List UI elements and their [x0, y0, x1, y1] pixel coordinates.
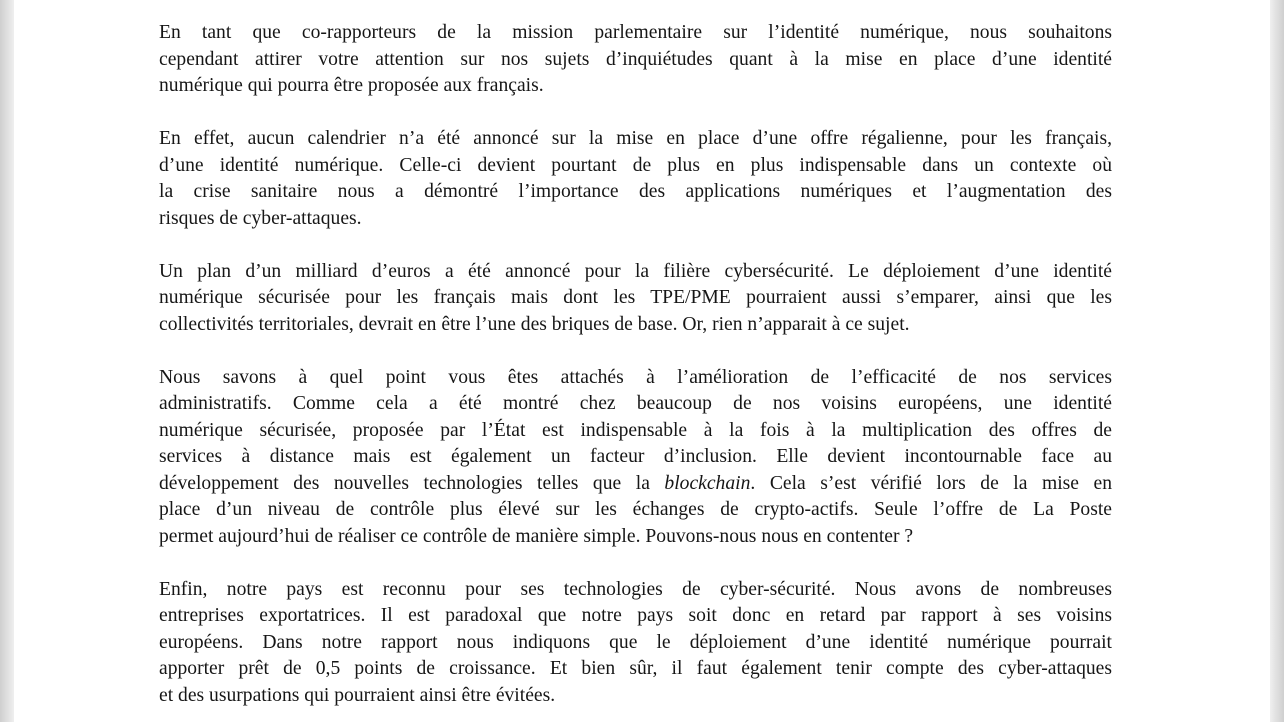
text-line: services à distance mais est également un facteur d’inclusion. Elle devient incontournable face au — [159, 446, 1112, 467]
paragraph-2 — [159, 126, 1112, 232]
paragraph-4 — [159, 365, 1112, 551]
text-line: risques de cyber-attaques. — [159, 207, 362, 229]
text-line: la crise sanitaire nous a démontré l’importance des applications numériques et l’augmentation des — [159, 181, 1112, 202]
letter-body — [159, 20, 1112, 722]
text-line: collectivités territoriales, devrait en être l’une des briques de base. Or, rien n’apparait à ce sujet. — [159, 313, 910, 335]
page-right-edge — [1270, 0, 1284, 722]
paragraph-5 — [159, 577, 1112, 710]
text-line: En tant que co-rapporteurs de la mission parlementaire sur l’identité numérique, nous souhaitons — [159, 22, 1112, 43]
text-line: numérique qui pourra être proposée aux français. — [159, 75, 544, 96]
text-line: En effet, aucun calendrier n’a été annoncé sur la mise en place d’une offre régalienne, pour les français, — [159, 128, 1112, 149]
text-line: numérique sécurisée, proposée par l’État est indispensable à la fois à la multiplication des offres de — [159, 419, 1112, 441]
text-line: entreprises exportatrices. Il est paradoxal que notre pays soit donc en retard par rapport à ses voisins — [159, 605, 1112, 626]
text-line: et des usurpations qui pourraient ainsi être évitées. — [159, 684, 556, 706]
text-line: Enfin, notre pays est reconnu pour ses technologies de cyber-sécurité. Nous avons de nombreuses — [159, 578, 1112, 600]
text-line: cependant attirer votre attention sur nos sujets d’inquiétudes quant à la mise en place d’une identité — [159, 48, 1112, 70]
paragraph-1 — [159, 20, 1112, 100]
document-page — [14, 0, 1270, 722]
text-line: européens. Dans notre rapport nous indiquons que le déploiement d’une identité numérique pourrait — [159, 631, 1112, 653]
text-line: place d’un niveau de contrôle plus élevé sur les échanges de crypto-actifs. Seule l’offre de La Poste — [159, 499, 1112, 520]
italic-term-blockchain: blockchain — [664, 472, 751, 494]
text-line: d’une identité numérique. Celle-ci devient pourtant de plus en plus indispensable dans un contexte où — [159, 154, 1112, 176]
text-line: permet aujourd’hui de réaliser ce contrôle de manière simple. Pouvons-nous nous en contenter ? — [159, 525, 914, 547]
text-line: apporter prêt de 0,5 points de croissance. Et bien sûr, il faut également tenir compte des cyber-attaques — [159, 658, 1112, 679]
text-line: Nous savons à quel point vous êtes attachés à l’amélioration de l’efficacité de nos services — [159, 366, 1112, 388]
page-left-edge — [0, 0, 14, 722]
text-line: Un plan d’un milliard d’euros a été annoncé pour la filière cybersécurité. Le déploiement d’une identité — [159, 260, 1112, 282]
text-line: numérique sécurisée pour les français mais dont les TPE/PME pourraient aussi s’emparer, ainsi que les — [159, 287, 1112, 308]
text-line: administratifs. Comme cela a été montré chez beaucoup de nos voisins européens, une identité — [159, 393, 1112, 414]
paragraph-3 — [159, 259, 1112, 339]
text-line: développement des nouvelles technologies telles que la blockchain. Cela s’est vérifié lors de la mise en — [159, 472, 1112, 494]
